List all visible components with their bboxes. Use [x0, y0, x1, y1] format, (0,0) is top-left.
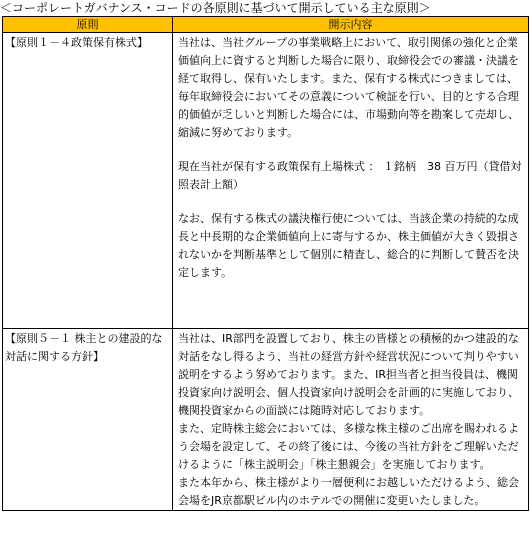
disclosure-cell: [173, 33, 529, 329]
disclosure-cell: [173, 329, 529, 511]
principles-table: [2, 16, 529, 511]
header-principle: 原則: [3, 17, 173, 33]
disclosure-paragraph: また本年から、株主様がより一層便利にお越しいただけるよう、総会会場をJR京都駅ビル内のホテルでの開催に変更いたしました。: [178, 476, 519, 507]
disclosure-paragraph: 当社は、IR部門を設置しており、株主の皆様との積極的かつ建設的な対話をなし得るよう、当社の経営方針や経営状況について判りやすい説明をするよう努めております。また、IR担当者と担当役員は、機関投資家向け説明会、個人投資家向け説明会を計画的に実施しており、機関投資家からの面談には随時対応しております。: [178, 332, 519, 417]
principle-cell: 【原則５－１ 株主との建設的な対話に関する方針】: [3, 329, 173, 511]
document-caption: ＜コーポレートガバナンス・コードの各原則に基づいて開示している主な原則＞: [0, 1, 431, 15]
disclosure-paragraph: また、定時株主総会においては、多様な株主様のご出席を賜われるよう会場を設定して、その終了後には、今後の当社方針をご理解いただけるように「株主説明会」「株主懇親会」を実施しております。: [178, 422, 519, 471]
header-disclosure: 開示内容: [173, 17, 529, 33]
paragraph-gap: [178, 142, 524, 158]
paragraph-gap: [178, 194, 524, 210]
table-header-row: [3, 17, 529, 33]
principle-cell: 【原則１－４政策保有株式】: [3, 33, 173, 329]
table-row: [3, 33, 529, 329]
disclosure-paragraph: 現在当社が保有する政策保有上場株式 ： １銘柄 38 百万円（貸借対照表計上額）: [178, 160, 522, 191]
table-row: [3, 329, 529, 511]
disclosure-paragraph: なお、保有する株式の議決権行使については、当該企業の持続的な成長と中長期的な企業価値向上に寄与するか、株主価値が大きく毀損されないかを判断基準として個別に精査し、総合的に判断して賛否を決定します。: [178, 212, 519, 279]
disclosure-paragraph: 当社は、当社グループの事業戦略上において、取引関係の強化と企業価値向上に資すると判断した場合に限り、取締役会での審議・決議を経て取得し、保有いたします。また、保有する株式につきましては、毎年取締役会においてその意義について検証を行い、目的とする合理的価値が乏しいと判断した場合には、市場動向等を勘案して売却し、縮減に努めております。: [178, 36, 519, 139]
